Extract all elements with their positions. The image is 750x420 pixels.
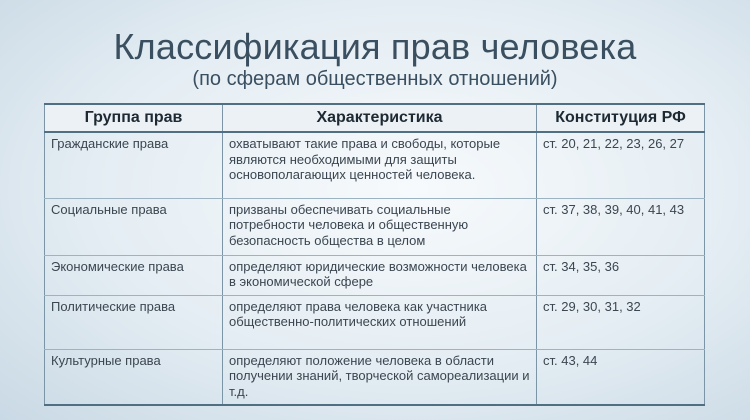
cell-articles: ст. 29, 30, 31, 32 <box>537 295 705 349</box>
cell-group: Гражданские права <box>45 132 223 198</box>
table-row <box>45 198 705 255</box>
cell-description: призваны обеспечивать социальные потребности человека и общественную безопасность общества в целом <box>223 198 537 255</box>
table-row <box>45 295 705 349</box>
cell-description: определяют юридические возможности человека в экономической сфере <box>223 255 537 295</box>
slide-title: Классификация прав человека <box>113 26 637 67</box>
cell-articles: ст. 43, 44 <box>537 349 705 405</box>
table-row <box>45 349 705 405</box>
header-description: Характеристика <box>223 104 537 132</box>
cell-group: Социальные права <box>45 198 223 255</box>
rights-table <box>44 103 705 406</box>
cell-articles: ст. 20, 21, 22, 23, 26, 27 <box>537 132 705 198</box>
table-header-row <box>45 104 705 132</box>
slide-subtitle: (по сферам общественных отношений) <box>192 68 558 90</box>
cell-group: Политические права <box>45 295 223 349</box>
cell-articles: ст. 37, 38, 39, 40, 41, 43 <box>537 198 705 255</box>
header-articles: Конституция РФ <box>537 104 705 132</box>
cell-articles: ст. 34, 35, 36 <box>537 255 705 295</box>
cell-description: определяют права человека как участника общественно-политических отношений <box>223 295 537 349</box>
cell-description: определяют положение человека в области получении знаний, творческой самореализации и т.д. <box>223 349 537 405</box>
table-row <box>45 132 705 198</box>
table-row <box>45 255 705 295</box>
cell-description: охватывают такие права и свободы, которые являются необходимыми для защиты основополагающих ценностей человека. <box>223 132 537 198</box>
header-group: Группа прав <box>45 104 223 132</box>
cell-group: Культурные права <box>45 349 223 405</box>
cell-group: Экономические права <box>45 255 223 295</box>
